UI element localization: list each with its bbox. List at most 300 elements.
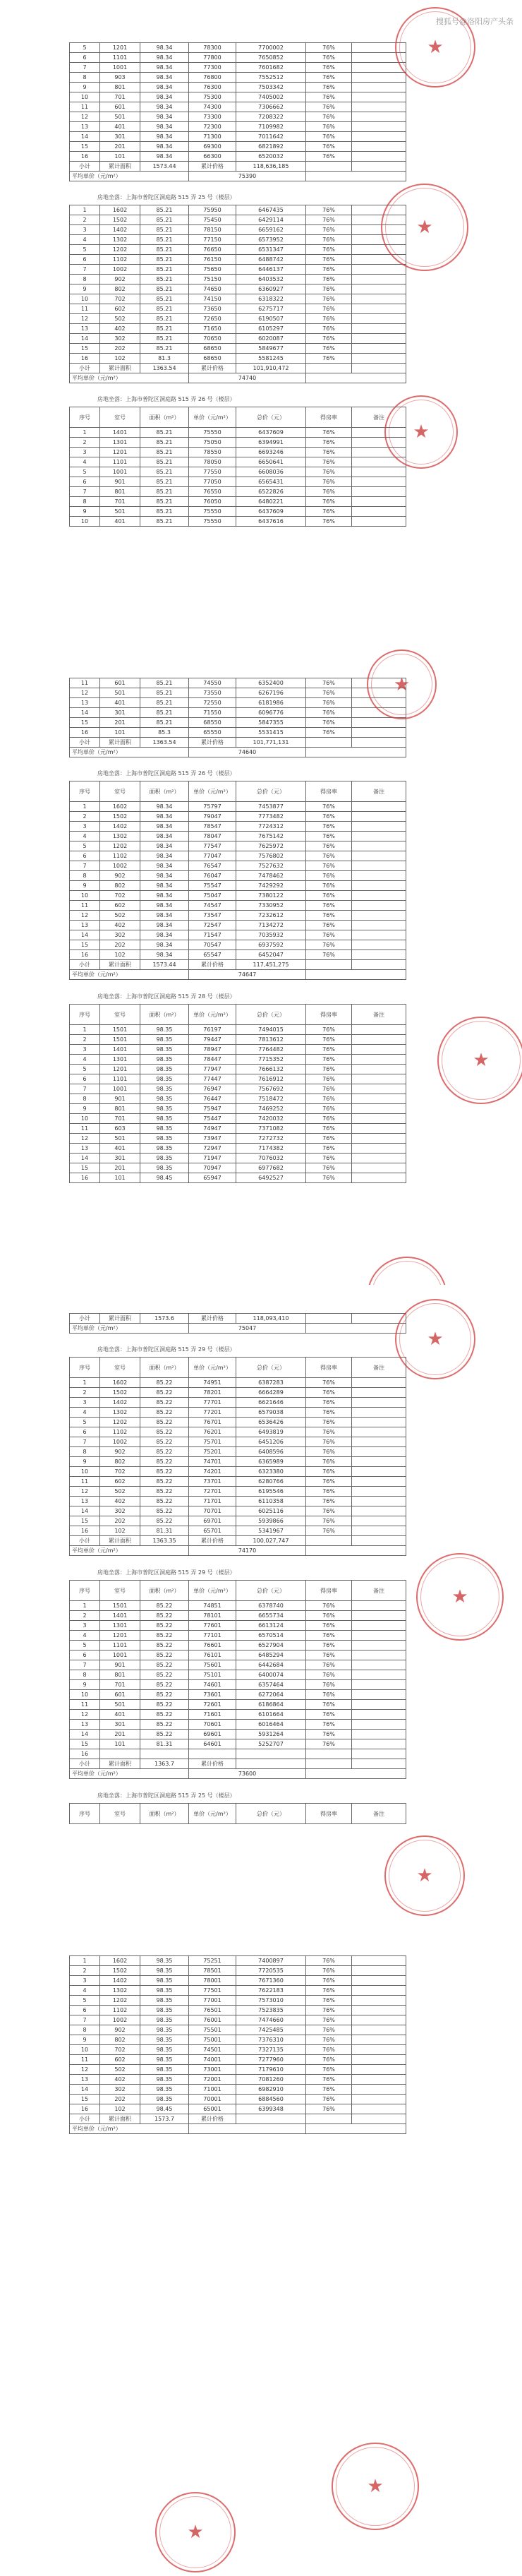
table-cell: 76% [306, 901, 352, 911]
table-cell: 7622183 [236, 1986, 306, 1996]
table-cell [352, 930, 406, 940]
table-cell: 7081260 [236, 2075, 306, 2085]
table-cell: 76% [306, 1055, 352, 1065]
table-cell: 74701 [189, 1457, 236, 1467]
table-cell: 98.34 [140, 812, 189, 822]
table-cell: 76% [306, 1516, 352, 1526]
average-price-row [70, 1546, 406, 1556]
table-cell: 75447 [189, 1114, 236, 1124]
table-cell: 601 [100, 678, 140, 688]
subtotal-row [70, 162, 406, 172]
table-cell [352, 132, 406, 142]
table-cell: 1001 [100, 1084, 140, 1094]
table-cell: 85.21 [140, 245, 189, 255]
table-row [70, 2006, 406, 2015]
table-cell: 85.22 [140, 1487, 189, 1497]
table-cell: 73001 [189, 2065, 236, 2075]
table-cell: 76% [306, 1631, 352, 1641]
table-cell: 1102 [100, 2006, 140, 2015]
table-cell: 201 [100, 142, 140, 152]
table-cell: 502 [100, 1487, 140, 1497]
table-cell: 6365989 [236, 1457, 306, 1467]
table-cell: 85.21 [140, 275, 189, 284]
table-cell: 16 [70, 1173, 100, 1183]
table-row [70, 1956, 406, 1966]
table-cell: 85.21 [140, 457, 189, 467]
table-cell: 85.22 [140, 1447, 189, 1457]
table-cell: 76% [306, 63, 352, 73]
table-cell: 85.22 [140, 1660, 189, 1670]
table-row [70, 1408, 406, 1418]
seal-star-icon: ★ [413, 421, 430, 443]
table-cell: 501 [100, 1134, 140, 1144]
table-cell: 74640 [189, 748, 306, 757]
table-cell: 累计价格 [189, 2114, 236, 2124]
table-cell: 73947 [189, 1134, 236, 1144]
table-cell: 101,771,131 [236, 738, 306, 748]
table-cell: 76% [306, 1730, 352, 1739]
table-cell: 7666132 [236, 1065, 306, 1074]
table-cell: 9 [70, 1680, 100, 1690]
table-cell: 77550 [189, 467, 236, 477]
table-cell: 801 [100, 487, 140, 497]
table-cell: 74647 [189, 970, 306, 980]
table-cell: 75550 [189, 507, 236, 517]
table-row [70, 841, 406, 851]
table-cell [352, 2114, 406, 2124]
table-cell [352, 92, 406, 102]
subtotal-row [70, 960, 406, 970]
table-cell: 室号 [100, 1358, 140, 1378]
table-cell [352, 738, 406, 748]
table-cell: 85.22 [140, 1437, 189, 1447]
price-table [69, 781, 406, 980]
table-cell [236, 2114, 306, 2124]
table-cell [352, 294, 406, 304]
table-cell: 2 [70, 1611, 100, 1621]
table-cell: 7469252 [236, 1104, 306, 1114]
table-cell: 13 [70, 122, 100, 132]
table-cell [352, 911, 406, 921]
table-cell: 6613124 [236, 1621, 306, 1631]
table-cell: 68650 [189, 354, 236, 364]
table-cell: 11 [70, 1700, 100, 1710]
table-cell: 7109982 [236, 122, 306, 132]
table-cell: 76% [306, 832, 352, 841]
table-cell [352, 467, 406, 477]
table-cell: 98.34 [140, 871, 189, 881]
table-cell: 6565431 [236, 477, 306, 487]
table-cell: 85.22 [140, 1418, 189, 1427]
table-row [70, 142, 406, 152]
table-cell [352, 881, 406, 891]
table-cell: 75950 [189, 205, 236, 215]
table-cell: 76047 [189, 871, 236, 881]
table-cell: 1201 [100, 1065, 140, 1074]
table-cell: 6186864 [236, 1700, 306, 1710]
table-row [70, 457, 406, 467]
table-cell [352, 1437, 406, 1447]
table-row [70, 1084, 406, 1094]
table-cell [352, 2045, 406, 2055]
table-cell: 72001 [189, 2075, 236, 2085]
table-cell: 76% [306, 1739, 352, 1749]
table-cell: 98.34 [140, 950, 189, 960]
table-row [70, 275, 406, 284]
table-cell: 85.21 [140, 467, 189, 477]
table-cell: 85.21 [140, 487, 189, 497]
table-cell: 98.34 [140, 92, 189, 102]
table-cell [306, 1314, 352, 1324]
table-cell: 74001 [189, 2055, 236, 2065]
table-cell: 6352400 [236, 678, 306, 688]
table-cell: 6452047 [236, 950, 306, 960]
table-cell: 85.21 [140, 344, 189, 354]
table-cell: 98.35 [140, 1104, 189, 1114]
table-cell: 得房率 [306, 1005, 352, 1025]
table-cell [352, 1670, 406, 1680]
table-cell: 102 [100, 1526, 140, 1536]
table-cell: 76% [306, 517, 352, 527]
table-cell: 7232612 [236, 911, 306, 921]
table-cell: 98.35 [140, 1154, 189, 1163]
table-cell: 75650 [189, 265, 236, 275]
table-cell [352, 1690, 406, 1700]
table-cell: 98.35 [140, 2065, 189, 2075]
table-cell [306, 162, 352, 172]
table-title: 房地坐落：上海市普陀区洞庭路 515 弄 29 号（楼层） [97, 1346, 236, 1353]
table-cell: 85.21 [140, 678, 189, 688]
table-cell: 77001 [189, 1996, 236, 2006]
table-cell: 76% [306, 678, 352, 688]
price-table [69, 1357, 406, 1556]
table-cell: 76547 [189, 861, 236, 871]
table-cell: 8 [70, 1447, 100, 1457]
table-cell: 69701 [189, 1516, 236, 1526]
table-cell: 902 [100, 275, 140, 284]
table-cell: 6275717 [236, 304, 306, 314]
table-cell: 6982910 [236, 2085, 306, 2095]
table-cell: 7671360 [236, 1976, 306, 1986]
table-cell: 1501 [100, 1025, 140, 1035]
table-cell: 76% [306, 428, 352, 438]
table-cell: 501 [100, 112, 140, 122]
table-cell: 7420032 [236, 1114, 306, 1124]
table-cell: 6 [70, 2006, 100, 2015]
table-cell: 7650852 [236, 53, 306, 63]
table-cell: 1002 [100, 861, 140, 871]
table-cell: 85.21 [140, 477, 189, 487]
table-cell [352, 1084, 406, 1094]
table-cell: 72601 [189, 1700, 236, 1710]
table-cell [352, 1710, 406, 1720]
table-cell: 76% [306, 1720, 352, 1730]
table-cell: 6105297 [236, 324, 306, 334]
table-cell: 7 [70, 2015, 100, 2025]
table-cell: 98.34 [140, 132, 189, 142]
table-cell: 1301 [100, 1055, 140, 1065]
table-cell: 98.35 [140, 2075, 189, 2085]
table-cell: 65547 [189, 950, 236, 960]
table-cell [189, 2124, 306, 2134]
table-cell: 3 [70, 1976, 100, 1986]
table-cell: 76% [306, 1163, 352, 1173]
table-cell: 7813612 [236, 1035, 306, 1045]
table-cell: 1001 [100, 1651, 140, 1660]
table-cell: 4 [70, 457, 100, 467]
table-cell [352, 802, 406, 812]
table-cell: 72701 [189, 1487, 236, 1497]
table-cell [352, 324, 406, 334]
table-cell: 1401 [100, 428, 140, 438]
table-cell: 6 [70, 1651, 100, 1660]
table-cell [352, 1641, 406, 1651]
table-cell [352, 1398, 406, 1408]
table-cell [352, 1956, 406, 1966]
table-cell [100, 1749, 140, 1759]
table-cell: 6394991 [236, 438, 306, 448]
table-cell: 7724312 [236, 822, 306, 832]
table-cell [352, 1601, 406, 1611]
table-cell: 5341967 [236, 1526, 306, 1536]
table-cell: 7405002 [236, 92, 306, 102]
table-cell: 101 [100, 1173, 140, 1183]
table-cell [352, 822, 406, 832]
table-cell: 6408596 [236, 1447, 306, 1457]
table-cell: 10 [70, 1114, 100, 1124]
table-cell: 85.21 [140, 334, 189, 344]
table-cell: 2 [70, 1966, 100, 1976]
table-cell: 76% [306, 448, 352, 457]
table-cell: 85.21 [140, 205, 189, 215]
table-cell: 85.21 [140, 324, 189, 334]
table-cell [352, 1055, 406, 1065]
table-cell: 5252707 [236, 1739, 306, 1749]
table-row [70, 812, 406, 822]
table-row [70, 428, 406, 438]
table-cell: 72650 [189, 314, 236, 324]
table-cell: 3 [70, 448, 100, 457]
table-cell: 5 [70, 245, 100, 255]
table-cell: 备注 [352, 1358, 406, 1378]
table-row [70, 467, 406, 477]
table-cell: 累计面积 [100, 960, 140, 970]
table-row [70, 1114, 406, 1124]
table-cell: 601 [100, 1690, 140, 1700]
table-row [70, 1670, 406, 1680]
table-cell: 1401 [100, 1045, 140, 1055]
table-row [70, 304, 406, 314]
table-cell: 85.22 [140, 1506, 189, 1516]
table-cell: 8 [70, 871, 100, 881]
table-cell [236, 1749, 306, 1759]
table-cell: 6399348 [236, 2104, 306, 2114]
table-cell: 77501 [189, 1986, 236, 1996]
table-cell: 76% [306, 708, 352, 718]
table-cell: 7494015 [236, 1025, 306, 1035]
table-cell: 74170 [189, 1546, 306, 1556]
table-cell: 9 [70, 1457, 100, 1467]
table-cell [352, 841, 406, 851]
table-cell: 72300 [189, 122, 236, 132]
table-cell [306, 172, 406, 181]
table-cell: 69601 [189, 1730, 236, 1739]
table-cell: 6 [70, 53, 100, 63]
table-cell: 76% [306, 2025, 352, 2035]
table-cell: 65001 [189, 2104, 236, 2114]
table-cell: 3 [70, 1045, 100, 1055]
table-cell: 74740 [189, 373, 306, 383]
table-cell: 72550 [189, 698, 236, 708]
table-cell: 7567692 [236, 1084, 306, 1094]
average-price-row [70, 748, 406, 757]
table-cell: 302 [100, 2085, 140, 2095]
table-cell: 76% [306, 911, 352, 921]
table-cell: 15 [70, 2095, 100, 2104]
table-cell: 401 [100, 1144, 140, 1154]
table-cell: 7 [70, 1084, 100, 1094]
table-row [70, 477, 406, 487]
table-cell: 5 [70, 467, 100, 477]
table-cell [352, 2006, 406, 2015]
table-cell: 74851 [189, 1601, 236, 1611]
table-row [70, 1976, 406, 1986]
table-cell: 402 [100, 2075, 140, 2085]
table-row [70, 215, 406, 225]
table-row [70, 1378, 406, 1388]
table-cell: 77201 [189, 1408, 236, 1418]
table-cell: 单价（元/m²） [189, 1358, 236, 1378]
table-cell: 1202 [100, 245, 140, 255]
table-cell: 76% [306, 205, 352, 215]
table-cell: 75550 [189, 428, 236, 438]
table-cell: 15 [70, 1739, 100, 1749]
table-cell: 7700002 [236, 43, 306, 53]
scanned-page [0, 635, 522, 1285]
table-cell [352, 2085, 406, 2095]
table-cell: 6190507 [236, 314, 306, 324]
table-cell: 76% [306, 1986, 352, 1996]
table-cell: 1102 [100, 851, 140, 861]
table-cell: 98.34 [140, 802, 189, 812]
table-cell: 76% [306, 1651, 352, 1660]
table-cell: 备注 [352, 1005, 406, 1025]
table-cell: 902 [100, 1447, 140, 1457]
table-cell: 78947 [189, 1045, 236, 1055]
table-cell [189, 1749, 236, 1759]
table-cell: 5849677 [236, 344, 306, 354]
subtotal-row [70, 1536, 406, 1546]
table-cell: 10 [70, 1467, 100, 1477]
table-cell: 98.35 [140, 1084, 189, 1094]
watermark-text: 搜狐号@洛阳房产头条 [436, 17, 514, 26]
table-cell: 76001 [189, 2015, 236, 2025]
table-cell [306, 1546, 406, 1556]
table-cell: 1573.6 [140, 1314, 189, 1324]
table-row [70, 245, 406, 255]
table-cell: 75101 [189, 1670, 236, 1680]
table-cell: 累计价格 [189, 162, 236, 172]
table-cell: 74300 [189, 102, 236, 112]
table-cell: 11 [70, 2055, 100, 2065]
table-cell: 98.35 [140, 1124, 189, 1134]
table-cell: 901 [100, 1094, 140, 1104]
table-cell: 76101 [189, 1651, 236, 1660]
table-cell: 累计价格 [189, 960, 236, 970]
table-cell: 85.22 [140, 1700, 189, 1710]
table-cell: 6195546 [236, 1487, 306, 1497]
table-cell: 77947 [189, 1065, 236, 1074]
table-cell: 801 [100, 1670, 140, 1680]
average-price-row [70, 970, 406, 980]
table-cell: 6621646 [236, 1398, 306, 1408]
table-row [70, 1526, 406, 1536]
table-cell: 98.35 [140, 1956, 189, 1966]
table-cell: 6570514 [236, 1631, 306, 1641]
table-row [70, 1710, 406, 1720]
table-row [70, 2095, 406, 2104]
table-cell: 5 [70, 1996, 100, 2006]
table-cell: 78547 [189, 822, 236, 832]
table-cell: 98.34 [140, 940, 189, 950]
table-cell [352, 73, 406, 83]
table-cell: 7503342 [236, 83, 306, 92]
price-table [69, 1313, 406, 1334]
table-cell: 6 [70, 255, 100, 265]
company-seal [381, 184, 468, 271]
table-row [70, 1516, 406, 1526]
table-title: 房地坐落：上海市普陀区洞庭路 515 弄 26 号（楼层） [97, 396, 236, 402]
table-cell [352, 63, 406, 73]
table-cell: 9 [70, 1104, 100, 1114]
table-cell: 8 [70, 2025, 100, 2035]
table-row [70, 1418, 406, 1427]
table-cell: 98.35 [140, 2055, 189, 2065]
table-cell: 74501 [189, 2045, 236, 2055]
table-cell: 76% [306, 1398, 352, 1408]
table-cell: 77047 [189, 851, 236, 861]
table-row [70, 1427, 406, 1437]
table-cell: 702 [100, 1467, 140, 1477]
table-cell: 76% [306, 215, 352, 225]
table-cell: 98.35 [140, 2015, 189, 2025]
table-title: 房地坐落：上海市普陀区洞庭路 515 弄 28 号（楼层） [97, 993, 236, 1000]
table-cell [352, 507, 406, 517]
table-cell: 7 [70, 487, 100, 497]
table-cell: 76% [306, 1710, 352, 1720]
table-cell: 16 [70, 728, 100, 738]
table-cell: 85.22 [140, 1516, 189, 1526]
table-cell: 76% [306, 2095, 352, 2104]
table-cell: 15 [70, 344, 100, 354]
table-cell: 85.22 [140, 1680, 189, 1690]
table-cell: 603 [100, 1124, 140, 1134]
table-cell: 72947 [189, 1144, 236, 1154]
table-cell [352, 1144, 406, 1154]
table-cell: 8 [70, 275, 100, 284]
table-cell: 1402 [100, 225, 140, 235]
table-cell: 85.21 [140, 688, 189, 698]
table-cell [352, 728, 406, 738]
table-cell: 14 [70, 132, 100, 142]
price-table [69, 205, 406, 383]
table-cell: 6323380 [236, 1467, 306, 1477]
table-cell: 单价（元/m²） [189, 1005, 236, 1025]
table-cell: 65550 [189, 728, 236, 738]
table-cell: 98.35 [140, 2045, 189, 2055]
table-row [70, 718, 406, 728]
table-cell: 6451206 [236, 1437, 306, 1447]
